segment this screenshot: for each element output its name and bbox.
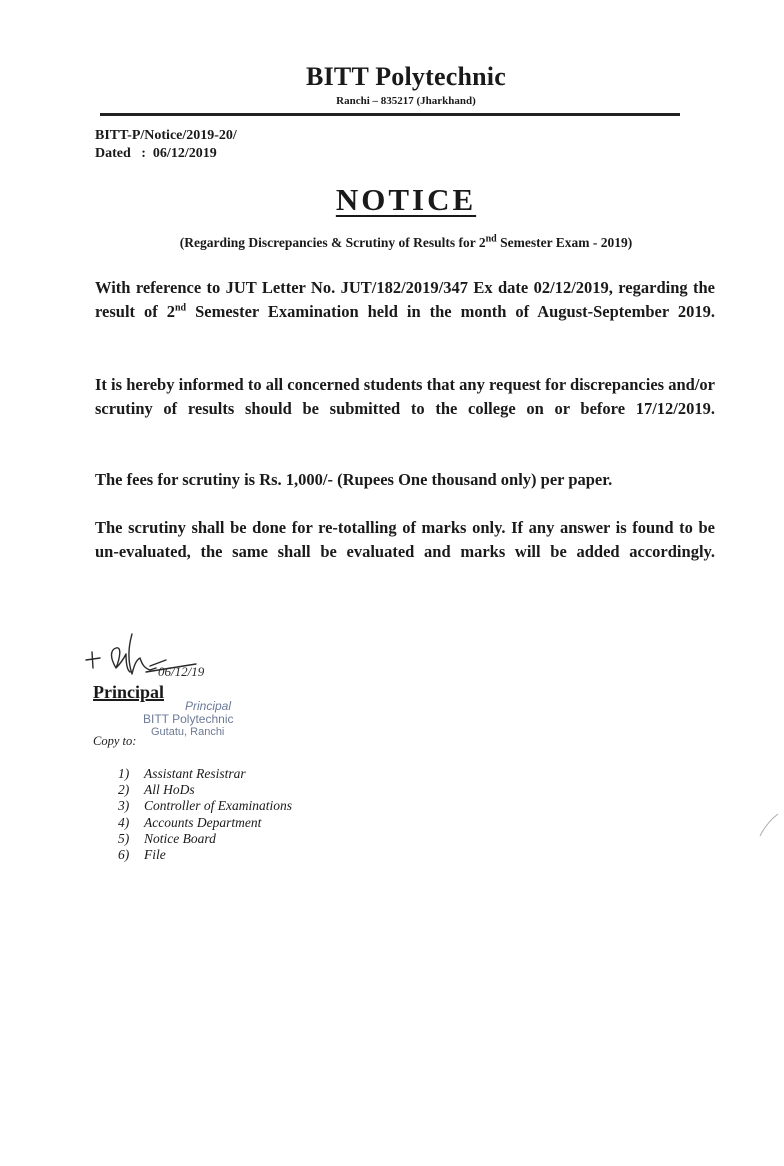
college-name: BITT Polytechnic xyxy=(306,62,506,91)
copy-to-item xyxy=(118,798,292,814)
stamp-line-2: BITT Polytechnic xyxy=(143,712,234,726)
notice-title-text: NOTICE xyxy=(335,182,477,217)
principal-title: Principal xyxy=(93,682,164,702)
copy-to-list xyxy=(118,766,292,863)
item-text: File xyxy=(144,847,166,863)
item-text: Controller of Examinations xyxy=(144,798,292,814)
subject-prefix: (Regarding Discrepancies & Scrutiny of Results for 2 xyxy=(179,235,486,250)
signature-date: 06/12/19 xyxy=(158,664,205,679)
copy-to-item xyxy=(118,831,292,847)
copy-to-item xyxy=(118,847,292,863)
item-text: Assistant Resistrar xyxy=(144,766,246,781)
paragraph-submission xyxy=(95,373,715,445)
header-divider xyxy=(100,113,680,116)
paragraph-scrutiny xyxy=(95,516,715,588)
p4-text: The scrutiny shall be done for re-totalling of marks only. If any answer is found to be un-evaluated, the same shall be evaluated and marks will be added accordingly. xyxy=(95,518,715,561)
p3-text: The fees for scrutiny is Rs. 1,000/- (Rupees One thousand only) per paper. xyxy=(95,470,613,489)
p1-text-b: Semester Examination held in the month of August-September 2019. xyxy=(186,302,715,321)
p1-superscript: nd xyxy=(174,302,187,314)
stamp-line-1: Principal xyxy=(185,699,232,713)
stamp-line-3: Gutatu, Ranchi xyxy=(151,726,225,738)
p2-text: It is hereby informed to all concerned students that any request for discrepancies and/or scrutiny of results should be submitted to the college on or before 17/12/2019. xyxy=(95,375,715,418)
copy-to-item xyxy=(118,815,292,831)
item-number: 3) xyxy=(118,798,130,814)
item-number: 6) xyxy=(118,847,130,863)
margin-mark xyxy=(758,812,780,840)
item-number: 4) xyxy=(118,814,130,830)
notice-date: Dated : 06/12/2019 xyxy=(95,146,217,161)
office-stamp xyxy=(143,700,233,739)
copy-to-item xyxy=(118,782,292,798)
notice-subject xyxy=(0,235,784,251)
subject-superscript: nd xyxy=(485,233,497,245)
item-number: 2) xyxy=(118,782,130,798)
notice-title xyxy=(0,182,784,218)
paragraph-fees xyxy=(95,468,715,492)
subject-suffix: Semester Exam - 2019) xyxy=(496,235,633,250)
copy-to-item xyxy=(118,766,292,782)
item-text: Accounts Department xyxy=(144,814,262,830)
item-text: All HoDs xyxy=(144,782,195,798)
college-address: Ranchi – 835217 (Jharkhand) xyxy=(336,95,476,107)
p1-text-a: With reference to JUT Letter No. JUT/182/2019/347 Ex date 02/12/2019, regarding the result of 2 xyxy=(95,278,715,321)
item-number: 1) xyxy=(118,766,130,781)
paragraph-reference xyxy=(95,276,715,348)
reference-number: BITT-P/Notice/2019-20/ xyxy=(95,128,237,143)
handwritten-signature xyxy=(80,628,220,686)
item-text: Notice Board xyxy=(144,830,216,846)
item-number: 5) xyxy=(118,830,130,846)
copy-to-label: Copy to: xyxy=(93,734,137,748)
